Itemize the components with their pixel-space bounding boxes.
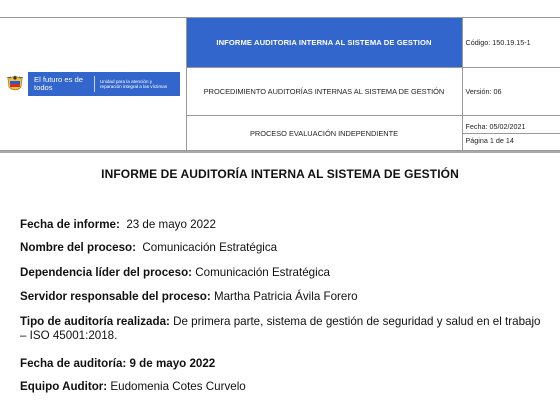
field-label: Fecha de informe: <box>20 218 120 231</box>
date-page-cell <box>462 116 560 151</box>
field-label: Servidor responsable del proceso: <box>20 290 211 303</box>
field-value: Martha Patricia Ávila Forero <box>213 290 358 303</box>
document-header <box>0 17 560 151</box>
document-version: Versión: 06 <box>462 68 560 116</box>
field-lead-unit <box>20 266 550 280</box>
logo-cell <box>0 18 186 151</box>
field-audit-date <box>20 357 550 371</box>
brand-subtitle: Unidad para la atención y reparación integral a las víctimas <box>99 78 168 89</box>
field-label: Equipo Auditor: <box>20 380 108 393</box>
field-label: Nombre del proceso: <box>20 241 136 254</box>
header-divider <box>0 151 560 153</box>
field-value: Comunicación Estratégica <box>142 241 278 254</box>
brand-banner <box>28 72 180 96</box>
field-label: Tipo de auditoría realizada: <box>20 315 170 328</box>
field-label: Fecha de auditoría: 9 de mayo 2022 <box>20 357 216 370</box>
field-value: 23 de mayo 2022 <box>126 218 216 231</box>
field-value: Comunicación Estratégica <box>195 266 330 279</box>
colombia-coat-of-arms-icon <box>6 74 24 94</box>
field-audit-type <box>20 315 550 343</box>
field-responsible <box>20 290 550 304</box>
field-audit-team <box>20 380 550 394</box>
document-title-cell: INFORME AUDITORIA INTERNA AL SISTEMA DE GESTION <box>186 18 462 68</box>
document-date: Fecha: 05/02/2021 <box>463 121 560 134</box>
logo <box>0 18 186 150</box>
field-report-date <box>20 218 550 232</box>
field-process-name <box>20 241 550 255</box>
field-value: De primera parte, sistema de gestión de seguridad y salud en el trabajo – ISO 45001:2018. <box>20 315 541 342</box>
document-code: Código: 150.19.15-1 <box>462 18 560 68</box>
brand-title: El futuro es de todos <box>34 75 83 92</box>
page-title: INFORME DE AUDITORÍA INTERNA AL SISTEMA DE GESTIÓN <box>101 167 459 181</box>
field-label: Dependencia líder del proceso: <box>20 266 193 279</box>
field-value: Eudomenia Cotes Curvelo <box>110 380 246 393</box>
page-number: Página 1 de 14 <box>465 136 514 145</box>
procedure-name: PROCEDIMIENTO AUDITORÍAS INTERNAS AL SISTEMA DE GESTIÓN <box>186 68 462 116</box>
process-name: PROCESO EVALUACIÓN INDEPENDIENTE <box>186 116 462 151</box>
brand-divider <box>94 76 95 92</box>
